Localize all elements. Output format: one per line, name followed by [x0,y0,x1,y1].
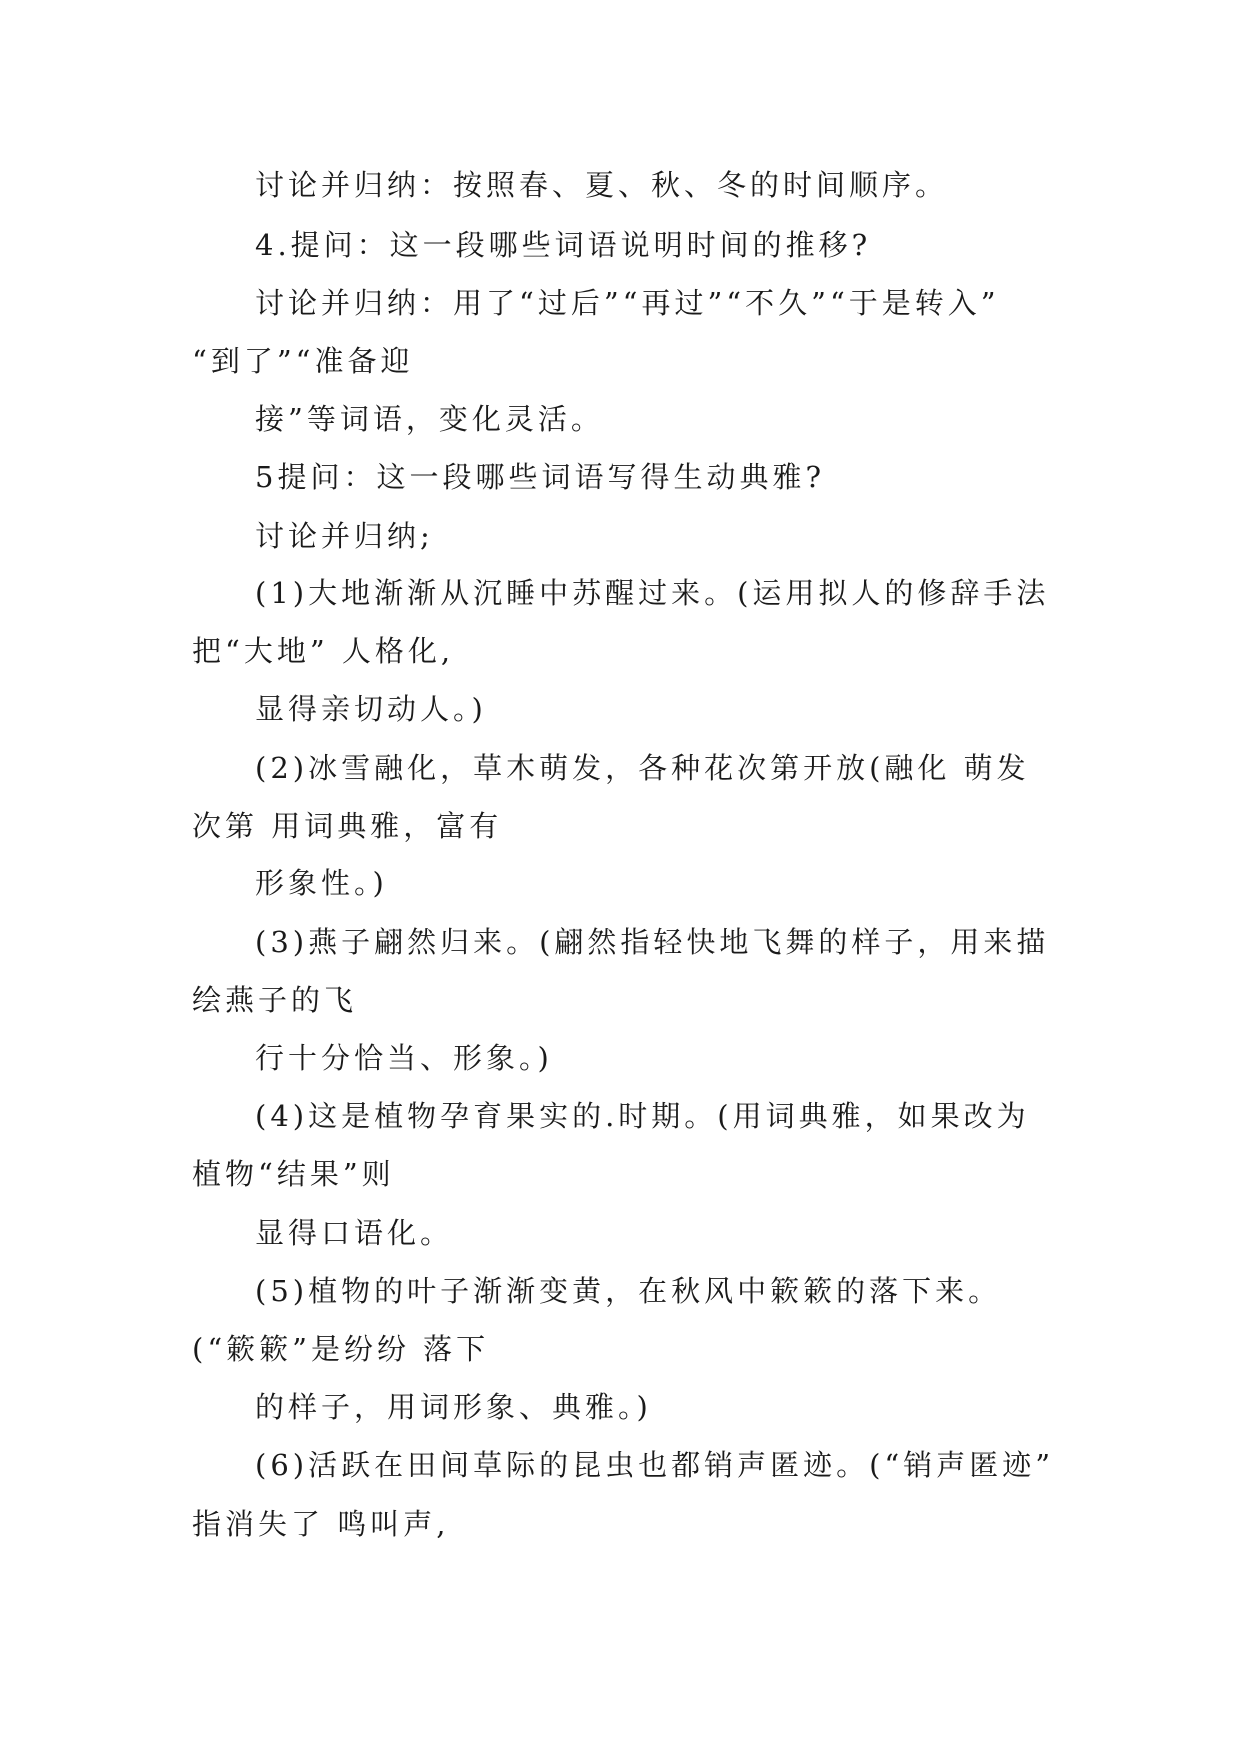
text-line: (3)燕子翩然归来。(翩然指轻快地飞舞的样子，用来描 [255,925,1050,959]
text-line: (“簌簌”是纷纷 落下 [192,1332,490,1366]
text-line: 绘燕子的飞 [192,983,358,1017]
text-line: (6)活跃在田间草际的昆虫也都销声匿迹。(“销声匿迹” [255,1448,1055,1482]
text-line: “到了”“准备迎 [192,344,414,378]
text-line: 把“大地” 人格化, [192,634,455,668]
text-line: (1)大地渐渐从沉睡中苏醒过来。(运用拟人的修辞手法 [255,576,1050,610]
text-line: 行十分恰当、形象。) [255,1041,553,1075]
text-line: (5)植物的叶子渐渐变黄，在秋风中簌簌的落下来。 [255,1274,1002,1308]
text-line: 讨论并归纳; [255,519,434,553]
text-line: 显得亲切动人。) [255,692,487,726]
text-line: 5提问：这一段哪些词语写得生动典雅? [255,460,825,494]
text-line: (4)这是植物孕育果实的.时期。(用词典雅，如果改为 [255,1099,1030,1133]
text-line: 植物“结果”则 [192,1157,395,1191]
text-line: 讨论并归纳：用了“过后”“再过”“不久”“于是转入” [255,286,1000,320]
text-line: 指消失了 鸣叫声, [192,1507,450,1541]
text-line: 的样子，用词形象、典雅。) [255,1390,652,1424]
text-line: 次第 用词典雅，富有 [192,809,503,843]
text-line: 讨论并归纳：按照春、夏、秋、冬的时间顺序。 [255,168,949,202]
text-line: 显得口语化。 [255,1216,454,1250]
text-line: 接”等词语，变化灵活。 [255,402,604,436]
text-line: 4.提问：这一段哪些词语说明时间的推移? [255,228,872,262]
text-line: 形象性。) [255,866,388,900]
text-line: (2)冰雪融化，草木萌发，各种花次第开放(融化 萌发 [255,751,1030,785]
